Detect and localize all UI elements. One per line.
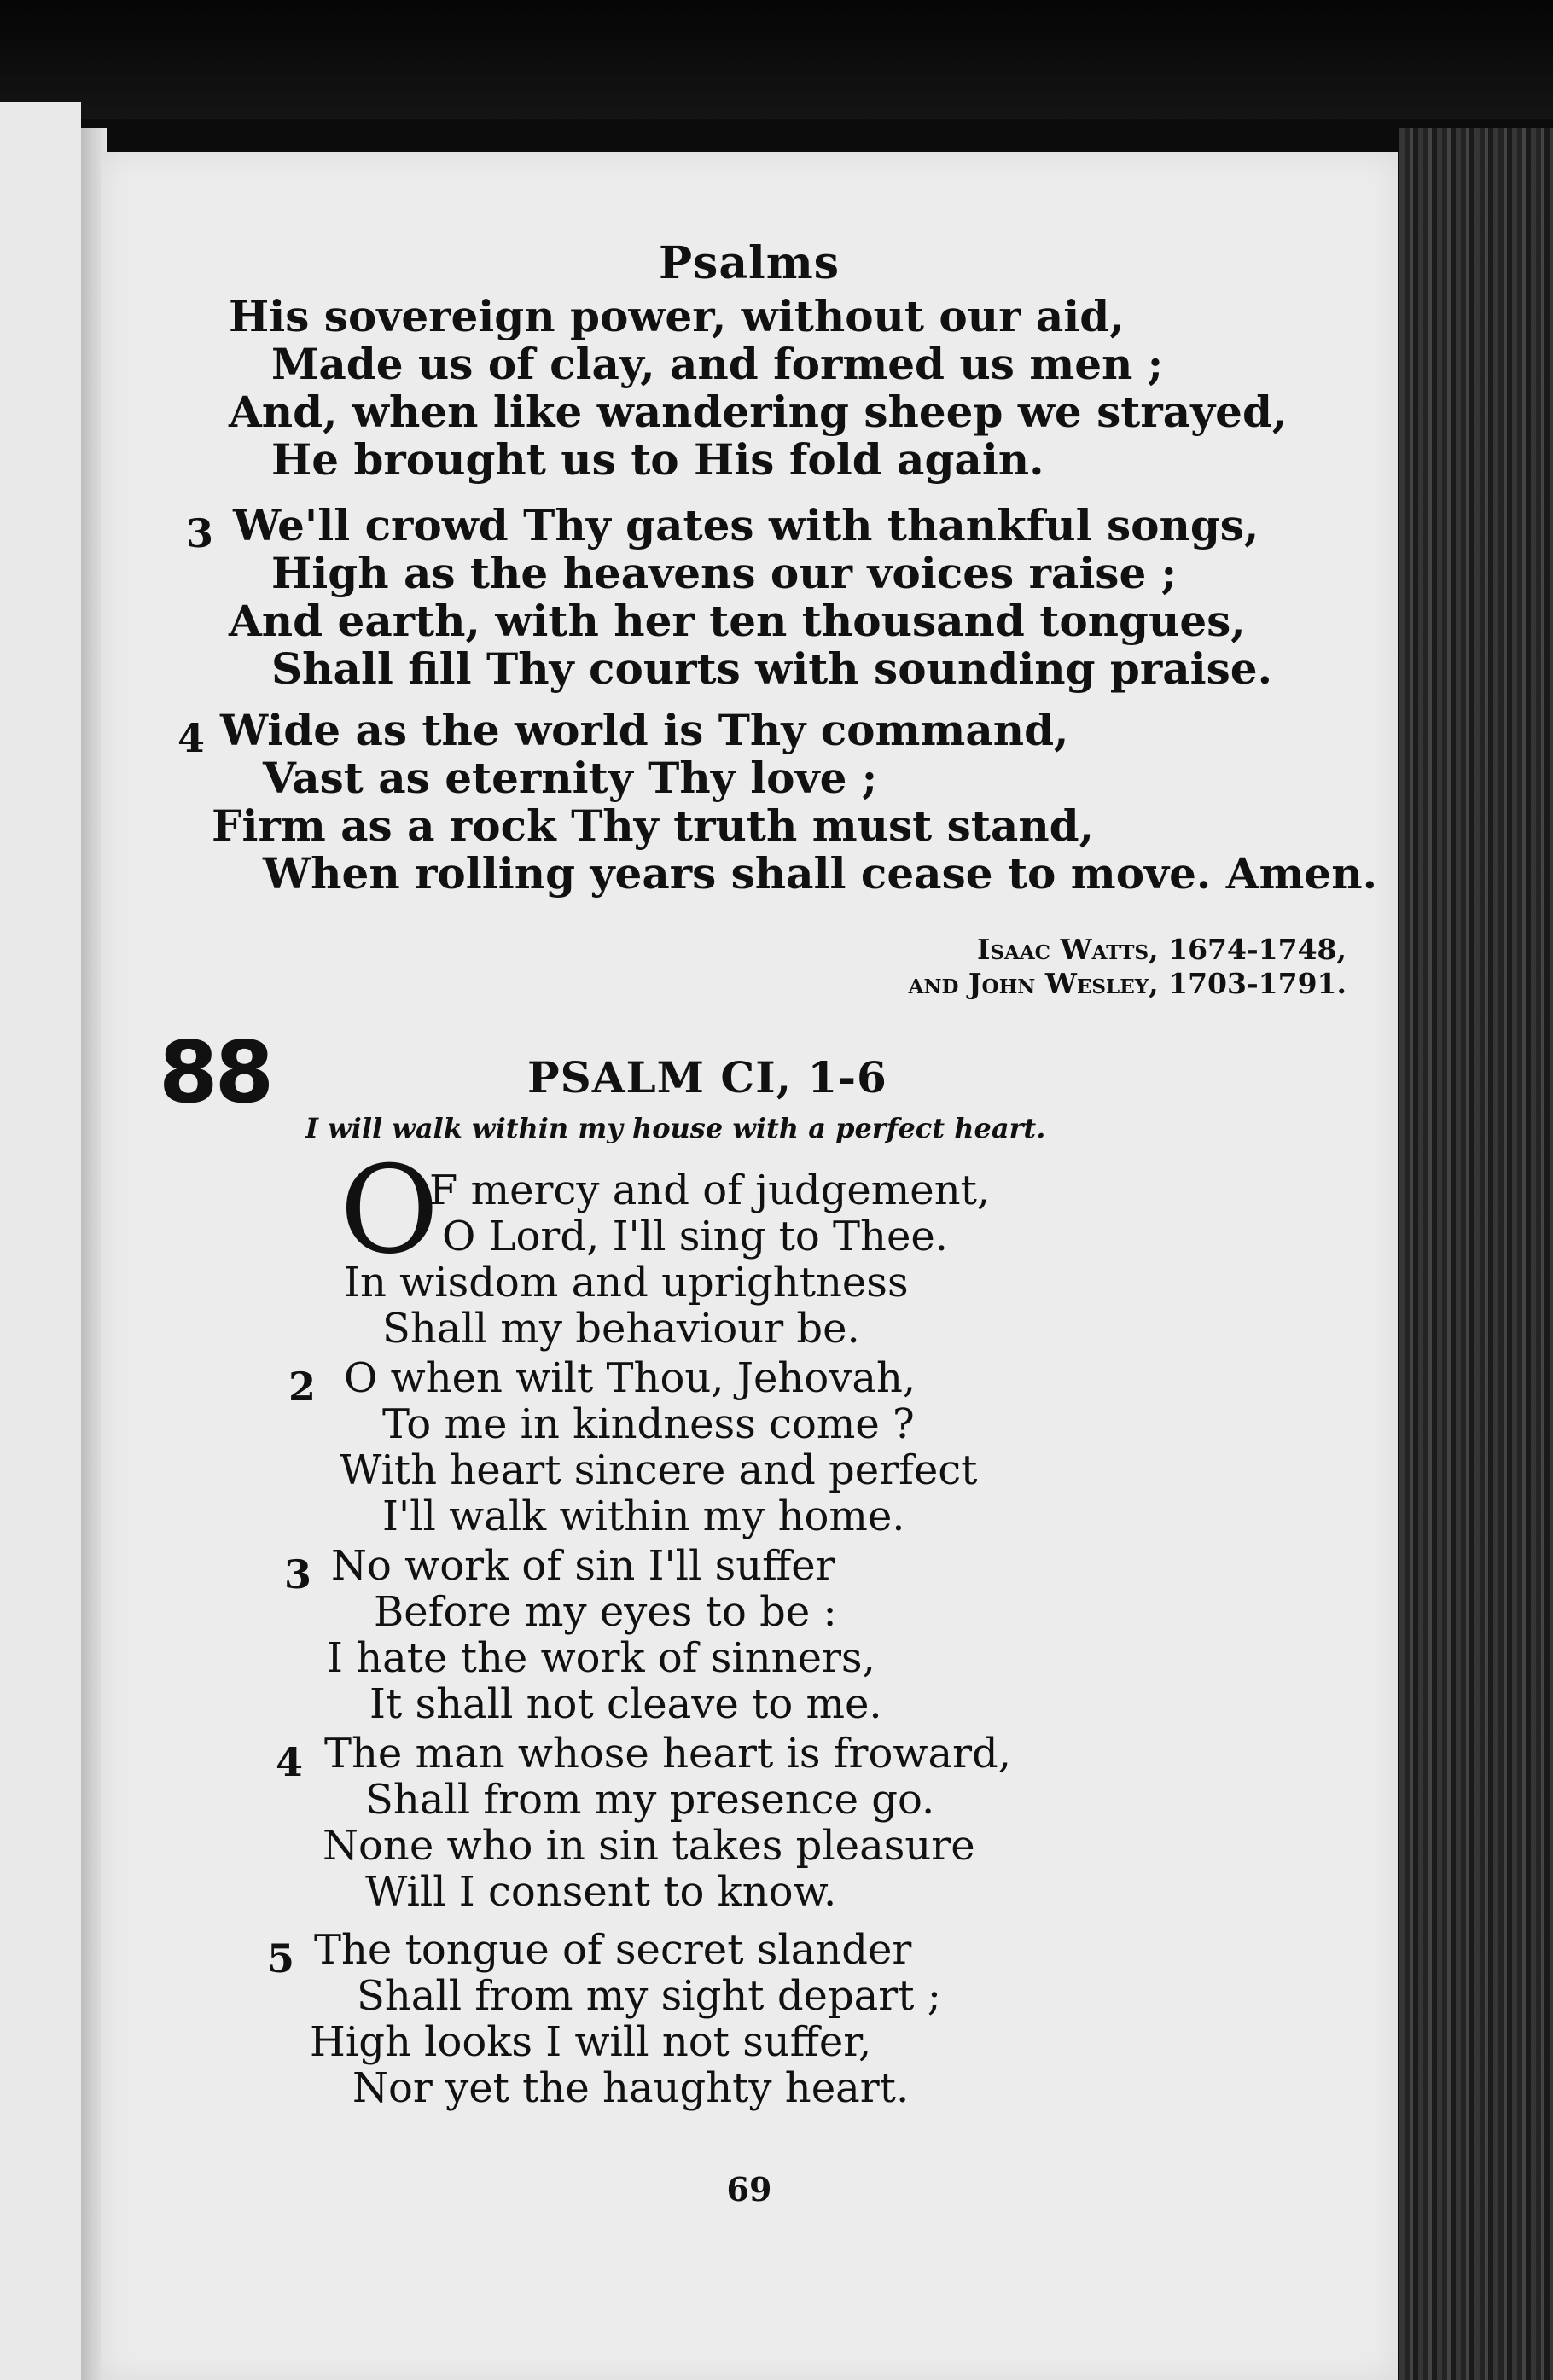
stanza-number: 3 — [186, 510, 214, 556]
verse-line: O Lord, I'll sing to Thee. — [442, 1213, 949, 1260]
verse-line: High as the heavens our voices raise ; — [271, 548, 1178, 598]
page-edges-right — [1399, 128, 1553, 2380]
verse-line: F mercy and of judgement, — [429, 1167, 991, 1214]
hymn-number: 88 — [159, 1022, 271, 1122]
hymn88-stanza-4 — [101, 1731, 1011, 1915]
verse-line: O when wilt Thou, Jehovah, — [344, 1354, 916, 1402]
verse-line: Before my eyes to be : — [374, 1588, 837, 1636]
hymn88-stanza-2 — [101, 1355, 977, 1539]
stanza-number: 2 — [288, 1364, 317, 1410]
verse-line: Shall my behaviour be. — [382, 1305, 860, 1353]
stanza-number: 4 — [276, 1739, 304, 1785]
verse-line: He brought us to His fold again. — [271, 434, 1044, 485]
stanza-number: 5 — [267, 1935, 295, 1981]
verse-line: Shall from my presence go. — [365, 1776, 935, 1824]
verse-line: No work of sin I'll suffer — [331, 1542, 835, 1590]
verse-line: To me in kindness come ? — [382, 1400, 915, 1448]
attribution-line: Isaac Watts, 1674-1748, — [976, 933, 1347, 966]
verse-line: When rolling years shall cease to move. Amen. — [263, 848, 1378, 899]
hymn87-stanza-3 — [101, 502, 1272, 693]
attribution-line: and John Wesley, 1703-1791. — [908, 967, 1347, 1000]
verse-line: Shall fill Thy courts with sounding praise. — [271, 643, 1272, 694]
verse-line: Wide as the world is Thy command, — [220, 705, 1069, 755]
verse-line: High looks I will not suffer, — [310, 2018, 872, 2066]
hymn88-stanza-3 — [101, 1543, 882, 1727]
verse-line: Made us of clay, and formed us men ; — [271, 339, 1164, 389]
facing-page-edge — [0, 102, 81, 2380]
verse-line: We'll crowd Thy gates with thankful songs, — [233, 500, 1259, 550]
stanza-number: 3 — [284, 1551, 312, 1597]
verse-line: Firm as a rock Thy truth must stand, — [212, 800, 1095, 851]
verse-line: Will I consent to know. — [365, 1868, 837, 1916]
book-page — [101, 152, 1398, 2380]
verse-line: With heart sincere and perfect — [340, 1446, 978, 1494]
running-header: Psalms — [658, 237, 840, 289]
hymn87-stanza-4 — [101, 707, 1377, 898]
hymn88-stanza-5 — [101, 1927, 941, 2111]
verse-line: I'll walk within my home. — [382, 1493, 905, 1540]
drop-cap: O — [340, 1140, 439, 1281]
hymn-subtitle: I will walk within my house with a perfect heart. — [305, 1112, 1046, 1144]
hymn-title: PSALM CI, 1-6 — [527, 1052, 887, 1103]
verse-line: None who in sin takes pleasure — [323, 1822, 975, 1870]
verse-line: Shall from my sight depart ; — [357, 1972, 941, 2020]
verse-line: The man whose heart is froward, — [324, 1730, 1012, 1778]
verse-line: I hate the work of sinners, — [327, 1634, 875, 1682]
verse-line: It shall not cleave to me. — [369, 1680, 882, 1728]
page-number: 69 — [726, 2170, 772, 2208]
hymn87-attribution — [909, 933, 1347, 1001]
hymn88-stanza-1 — [101, 1167, 990, 1352]
verse-line: Vast as eternity Thy love ; — [263, 753, 878, 803]
scan-background-top — [0, 0, 1553, 119]
verse-line: In wisdom and uprightness — [344, 1259, 909, 1306]
verse-line: Nor yet the haughty heart. — [352, 2064, 910, 2112]
verse-line: And, when like wandering sheep we strayed, — [229, 387, 1288, 437]
hymn87-stanza-continued — [101, 293, 1287, 484]
verse-line: The tongue of secret slander — [314, 1926, 912, 1974]
verse-line: His sovereign power, without our aid, — [229, 291, 1125, 341]
verse-line: And earth, with her ten thousand tongues, — [229, 596, 1246, 646]
stanza-number: 4 — [177, 715, 206, 761]
